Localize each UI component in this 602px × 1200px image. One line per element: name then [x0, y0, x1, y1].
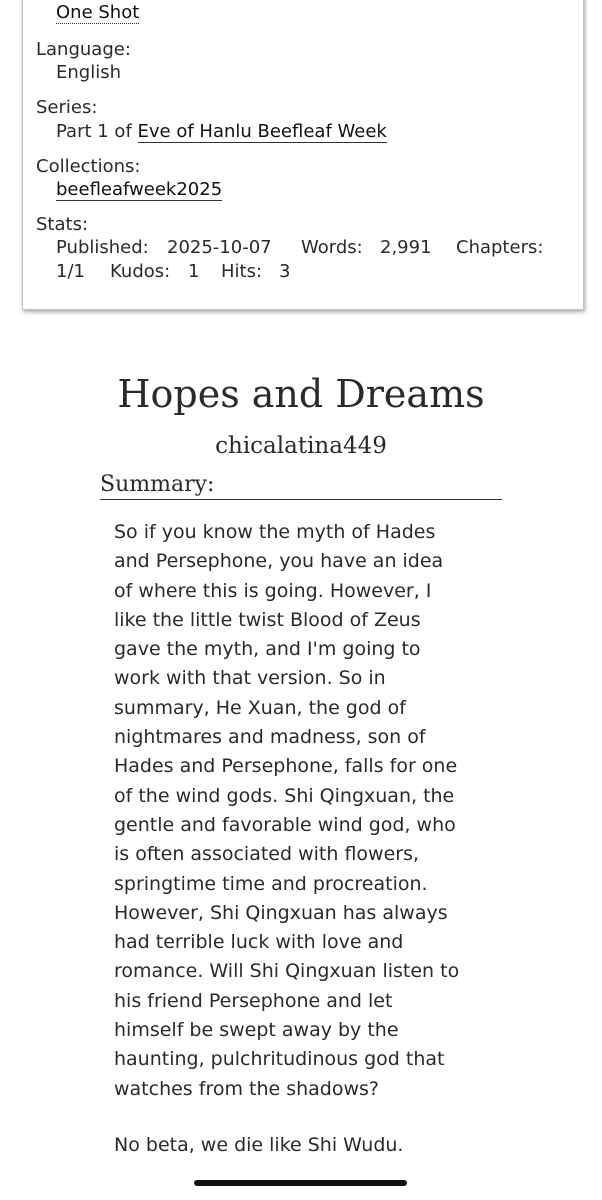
- summary-heading: Summary:: [100, 471, 502, 500]
- stat-published-value: 2025-10-07: [167, 237, 272, 258]
- author-link[interactable]: chicalatina449: [215, 433, 387, 459]
- category-value: [56, 1, 139, 25]
- summary-line: So if you know the myth of Hades: [114, 521, 436, 543]
- series-prefix: Part 1 of: [56, 121, 138, 142]
- collections-label: Collections:: [36, 156, 141, 177]
- stat-kudos-label: Kudos:: [110, 261, 171, 282]
- summary-line: springtime time and procreation.: [114, 872, 428, 895]
- language-label: Language:: [36, 39, 131, 60]
- stat-published-label: Published:: [56, 237, 149, 258]
- category-link[interactable]: One Shot: [56, 2, 140, 23]
- stat-hits-value: 3: [279, 261, 291, 282]
- summary-line: However, Shi Qingxuan has always: [114, 901, 448, 924]
- collections-value: [56, 178, 222, 202]
- summary-line: summary, He Xuan, the god of: [114, 696, 406, 719]
- summary-line: and Persephone, you have an idea: [114, 550, 444, 573]
- series-label: Series:: [36, 97, 98, 118]
- summary-line: haunting, pulchritudinous god that: [114, 1048, 445, 1071]
- summary-line: work with that version. So in: [114, 667, 386, 690]
- home-indicator[interactable]: [194, 1180, 407, 1186]
- summary-line: gave the myth, and I'm going to: [114, 638, 421, 661]
- stat-words-label: Words:: [301, 237, 363, 258]
- stat-chapters-label: Chapters:: [456, 237, 544, 258]
- summary-line: watches from the shadows?: [114, 1077, 380, 1100]
- summary-text: [114, 518, 514, 1104]
- author-note: No beta, we die like Shi Wudu.: [114, 1134, 404, 1156]
- summary-line: nightmares and madness, son of: [114, 726, 426, 749]
- stat-words-value: 2,991: [380, 237, 432, 258]
- summary-line: had terrible luck with love and: [114, 931, 404, 954]
- series-value: [56, 120, 387, 144]
- summary-line: like the little twist Blood of Zeus: [114, 608, 421, 631]
- summary-line: his friend Persephone and let: [114, 989, 393, 1012]
- summary-line: of where this is going. However, I: [114, 579, 432, 602]
- summary-line: is often associated with flowers,: [114, 843, 420, 866]
- language-value: English: [56, 62, 121, 83]
- summary-line: Hades and Persephone, falls for one: [114, 755, 458, 778]
- work-author: [0, 429, 602, 463]
- stat-hits-label: Hits:: [221, 261, 263, 282]
- stats-label: Stats:: [36, 214, 89, 235]
- stat-chapters-value: 1/1: [56, 261, 85, 282]
- summary-line: himself be swept away by the: [114, 1019, 399, 1042]
- summary-line: gentle and favorable wind god, who: [114, 813, 456, 836]
- summary-line: of the wind gods. Shi Qingxuan, the: [114, 784, 455, 807]
- collections-link[interactable]: beefleafweek2025: [56, 179, 223, 200]
- series-link[interactable]: Eve of Hanlu Beefleaf Week: [137, 121, 387, 142]
- work-title: Hopes and Dreams: [117, 372, 485, 416]
- summary-line: romance. Will Shi Qingxuan listen to: [114, 960, 460, 983]
- stat-kudos-value: 1: [188, 261, 200, 282]
